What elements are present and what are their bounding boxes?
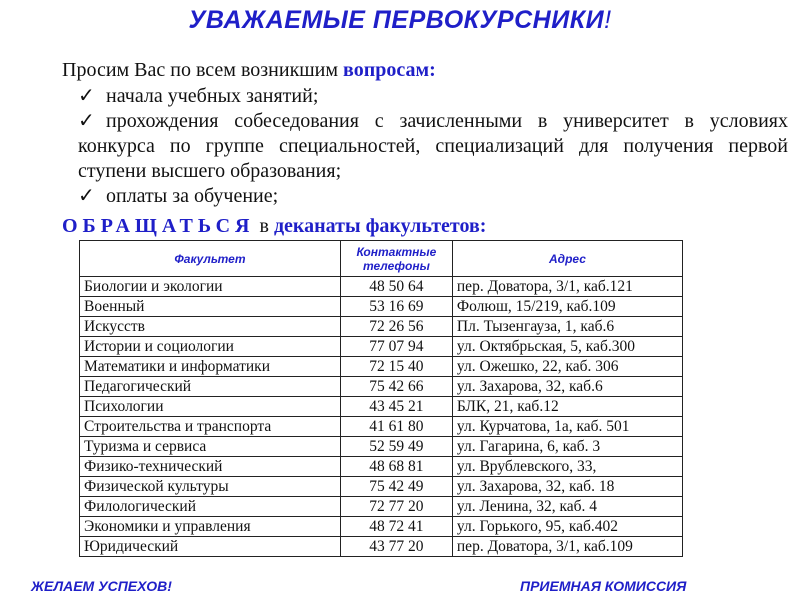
intro-accent: вопросам xyxy=(343,59,430,81)
intro-line xyxy=(62,58,436,82)
table-row xyxy=(80,457,683,477)
cell-phone: 53 16 69 xyxy=(340,297,452,317)
cell-address: ул. Гагарина, 6, каб. 3 xyxy=(452,437,682,457)
cell-faculty: Экономики и управления xyxy=(80,517,341,537)
contact-heading: ОБРАЩАТЬСЯ xyxy=(62,215,255,237)
table-row xyxy=(80,377,683,397)
table-row xyxy=(80,397,683,417)
cell-phone: 43 45 21 xyxy=(340,397,452,417)
cell-address: пер. Доватора, 3/1, каб.121 xyxy=(452,277,682,297)
list-item xyxy=(78,184,788,209)
title-text: УВАЖАЕМЫЕ ПЕРВОКУРСНИКИ xyxy=(188,6,605,34)
cell-faculty: Искусств xyxy=(80,317,341,337)
cell-faculty: Физической культуры xyxy=(80,477,341,497)
column-header-phones: Контактные телефоны xyxy=(340,241,452,277)
cell-phone: 52 59 49 xyxy=(340,437,452,457)
cell-phone: 43 77 20 xyxy=(340,537,452,557)
cell-faculty: Психологии xyxy=(80,397,341,417)
table-row xyxy=(80,317,683,337)
cell-address: ул. Захарова, 32, каб. 18 xyxy=(452,477,682,497)
cell-faculty: Педагогический xyxy=(80,377,341,397)
contact-target: деканаты факультетов: xyxy=(273,215,487,237)
table-row xyxy=(80,297,683,317)
topics-list xyxy=(78,84,788,209)
cell-faculty: Строительства и транспорта xyxy=(80,417,341,437)
table-row xyxy=(80,517,683,537)
cell-address: ул. Горького, 95, каб.402 xyxy=(452,517,682,537)
checkmark-icon: ✓ xyxy=(78,185,95,207)
title-exclamation: ! xyxy=(604,6,612,34)
table-row xyxy=(80,497,683,517)
cell-phone: 72 26 56 xyxy=(340,317,452,337)
table-row xyxy=(80,477,683,497)
column-header-faculty: Факультет xyxy=(80,241,341,277)
list-item-text: начала учебных занятий; xyxy=(106,85,319,107)
cell-faculty: Физико-технический xyxy=(80,457,341,477)
table-row xyxy=(80,537,683,557)
cell-phone: 48 72 41 xyxy=(340,517,452,537)
cell-address: Пл. Тызенгауза, 1, каб.6 xyxy=(452,317,682,337)
cell-address: пер. Доватора, 3/1, каб.109 xyxy=(452,537,682,557)
cell-phone: 75 42 66 xyxy=(340,377,452,397)
cell-faculty: Биологии и экологии xyxy=(80,277,341,297)
table-row xyxy=(80,357,683,377)
cell-phone: 48 68 81 xyxy=(340,457,452,477)
cell-address: БЛК, 21, каб.12 xyxy=(452,397,682,417)
column-header-address: Адрес xyxy=(452,241,682,277)
list-item xyxy=(78,84,788,109)
cell-phone: 72 15 40 xyxy=(340,357,452,377)
cell-faculty: Юридический xyxy=(80,537,341,557)
cell-address: ул. Врублевского, 33, xyxy=(452,457,682,477)
cell-faculty: Туризма и сервиса xyxy=(80,437,341,457)
cell-faculty: Филологический xyxy=(80,497,341,517)
contact-line xyxy=(62,214,486,238)
checkmark-icon: ✓ xyxy=(78,85,95,107)
table-row xyxy=(80,437,683,457)
list-item-text: оплаты за обучение; xyxy=(106,185,279,207)
intro-text: Просим Вас по всем возникшим xyxy=(62,59,344,81)
cell-faculty: Математики и информатики xyxy=(80,357,341,377)
cell-address: ул. Захарова, 32, каб.6 xyxy=(452,377,682,397)
cell-address: Фолюш, 15/219, каб.109 xyxy=(452,297,682,317)
table-header-row xyxy=(80,241,683,277)
table-row xyxy=(80,417,683,437)
footer-wish: ЖЕЛАЕМ УСПЕХОВ! xyxy=(31,578,172,594)
list-item xyxy=(78,109,788,184)
cell-faculty: Военный xyxy=(80,297,341,317)
contact-mid: в xyxy=(254,215,274,237)
cell-phone: 72 77 20 xyxy=(340,497,452,517)
cell-address: ул. Ожешко, 22, каб. 306 xyxy=(452,357,682,377)
cell-phone: 75 42 49 xyxy=(340,477,452,497)
cell-phone: 77 07 94 xyxy=(340,337,452,357)
footer-signature: ПРИЕМНАЯ КОМИССИЯ xyxy=(520,578,687,594)
cell-faculty: Истории и социологии xyxy=(80,337,341,357)
list-item-text: прохождения собеседования с зачисленными в университет в условиях конкурса по группе специальностей, специализаций для получения первой ступени высшего образования; xyxy=(78,110,788,182)
table-row xyxy=(80,277,683,297)
cell-phone: 41 61 80 xyxy=(340,417,452,437)
faculties-table xyxy=(79,240,683,557)
cell-address: ул. Ленина, 32, каб. 4 xyxy=(452,497,682,517)
cell-address: ул. Курчатова, 1а, каб. 501 xyxy=(452,417,682,437)
cell-phone: 48 50 64 xyxy=(340,277,452,297)
cell-address: ул. Октябрьская, 5, каб.300 xyxy=(452,337,682,357)
intro-colon: : xyxy=(429,59,436,81)
checkmark-icon: ✓ xyxy=(78,110,95,132)
page-title xyxy=(0,6,800,35)
table-row xyxy=(80,337,683,357)
